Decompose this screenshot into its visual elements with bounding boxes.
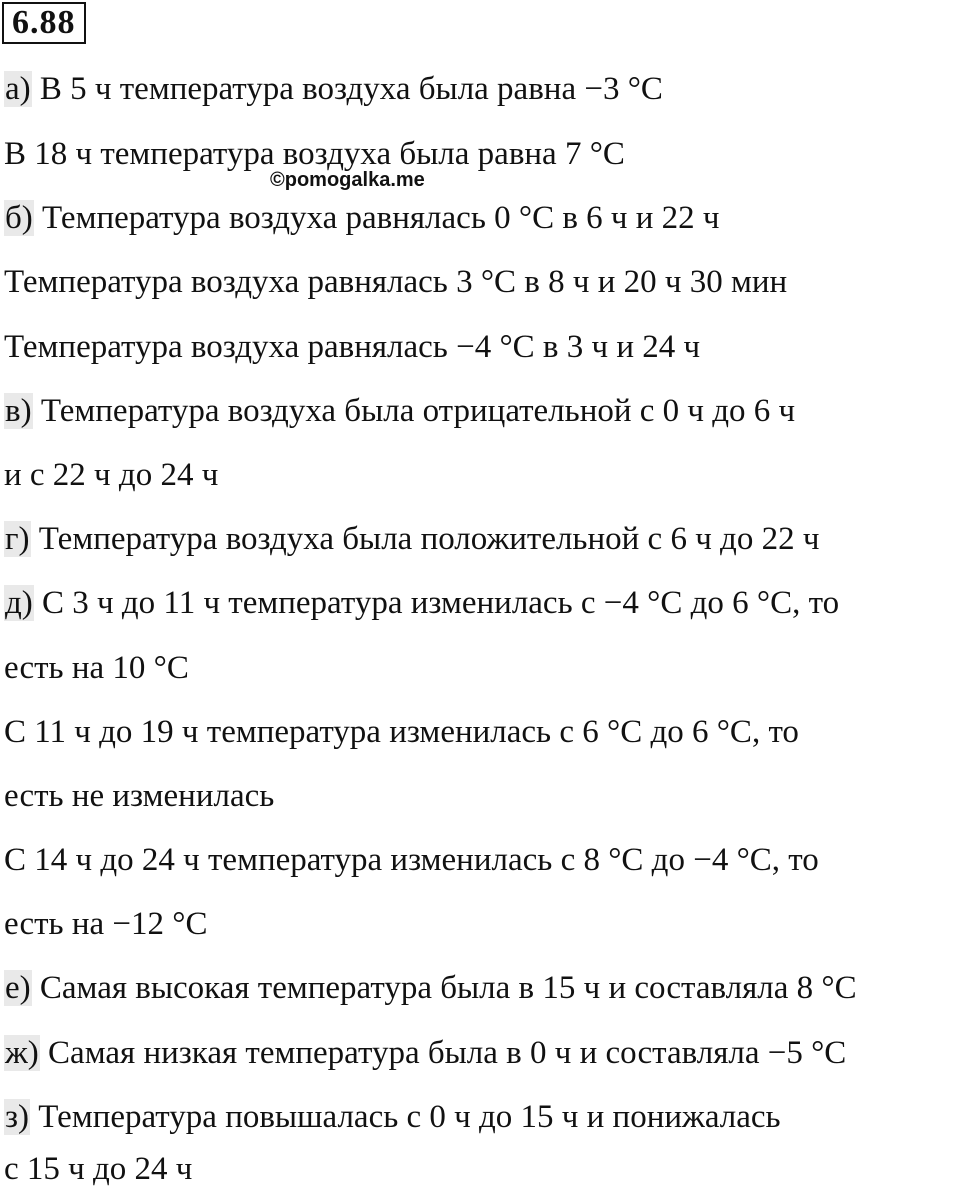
answer-line-d2 xyxy=(4,646,189,690)
answer-text: есть на 10 °С xyxy=(4,650,189,686)
item-marker-zh: ж) xyxy=(5,1035,39,1071)
answer-line-d4 xyxy=(4,774,274,818)
answer-text: Температура повышалась с 0 ч до 15 ч и понижалась xyxy=(30,1099,781,1135)
answer-line-zh1 xyxy=(4,1031,846,1075)
answer-text: и с 22 ч до 24 ч xyxy=(4,457,219,493)
answer-text: Температура воздуха равнялась 0 °С в 6 ч и 22 ч xyxy=(33,200,720,236)
answer-line-b3 xyxy=(4,325,700,369)
answer-line-e1 xyxy=(4,966,857,1010)
answer-text: Температура воздуха равнялась 3 °С в 8 ч и 20 ч 30 мин xyxy=(4,264,788,300)
answer-text: В 5 ч температура воздуха была равна −3 °С xyxy=(31,71,663,107)
answer-text: С 11 ч до 19 ч температура изменилась с 6 °С до 6 °С, то xyxy=(4,714,799,750)
item-marker-z: з) xyxy=(5,1099,30,1135)
answer-line-d6 xyxy=(4,902,207,946)
answer-text: В 18 ч температура воздуха была равна 7 °С xyxy=(4,136,625,172)
answer-line-d3 xyxy=(4,710,799,754)
answer-line-v2 xyxy=(4,453,218,497)
answer-text: Самая низкая температура была в 0 ч и составляла −5 °С xyxy=(39,1035,847,1071)
answer-text: Температура воздуха равнялась −4 °С в 3 ч и 24 ч xyxy=(4,329,701,365)
answer-line-z2 xyxy=(4,1147,192,1191)
watermark: ©pomogalka.me xyxy=(270,169,425,191)
item-marker-e: е) xyxy=(5,970,31,1006)
item-marker-v: в) xyxy=(5,393,32,429)
item-marker-g: г) xyxy=(5,521,30,557)
answer-text: Самая высокая температура была в 15 ч и составляла 8 °С xyxy=(31,970,857,1006)
answer-text: Температура воздуха была отрицательной с 0 ч до 6 ч xyxy=(32,393,796,429)
answer-line-b1 xyxy=(4,196,720,240)
task-number-box: 6.88 xyxy=(2,2,86,44)
item-marker-b: б) xyxy=(5,200,33,236)
answer-line-d5 xyxy=(4,838,819,882)
answer-text: есть на −12 °С xyxy=(4,906,208,942)
answer-line-d1 xyxy=(4,581,839,625)
answer-text: Температура воздуха была положительной с 6 ч до 22 ч xyxy=(30,521,820,557)
item-marker-a: а) xyxy=(5,71,31,107)
item-marker-d: д) xyxy=(5,585,33,621)
answer-text: С 14 ч до 24 ч температура изменилась с 8 °С до −4 °С, то xyxy=(4,842,819,878)
answer-line-v1 xyxy=(4,389,795,433)
answer-line-g1 xyxy=(4,517,819,561)
answer-line-a1 xyxy=(4,67,663,111)
answer-line-b2 xyxy=(4,260,787,304)
answer-text: есть не изменилась xyxy=(4,778,275,814)
answer-text: С 3 ч до 11 ч температура изменилась с −4 °С до 6 °С, то xyxy=(33,585,840,621)
answer-line-z1 xyxy=(4,1095,781,1139)
answer-text: с 15 ч до 24 ч xyxy=(4,1151,193,1187)
